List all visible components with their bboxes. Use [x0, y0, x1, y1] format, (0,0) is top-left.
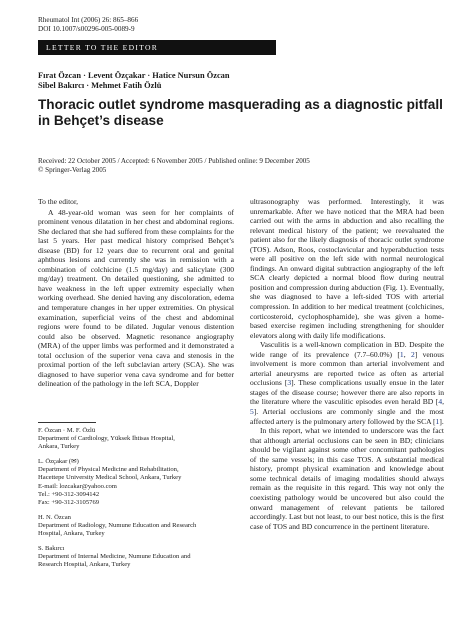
article-type-banner: LETTER TO THE EDITOR [38, 40, 276, 55]
title-line: in Behçet’s disease [38, 112, 164, 128]
history-dates: Received: 22 October 2005 / Accepted: 6 November 2005 / Published online: 9 December 2005 [38, 157, 310, 165]
affiliation-line: Hacettepe University Medical School, Ankara, Turkey [38, 474, 182, 482]
affiliation-line: Department of Internal Medicine, Numune Education and [38, 553, 191, 561]
affiliation-authors: H. N. Özcan [38, 513, 71, 521]
affiliation-authors: S. Bakırcı [38, 545, 65, 553]
paragraph-text: ]. Arterial occlusions are commonly single and the most affected artery is the pulmonary artery followed by the SCA [ [250, 407, 444, 426]
paragraph-text: , [442, 397, 444, 407]
affiliation-block [38, 427, 234, 451]
article-title [38, 97, 443, 128]
affiliations [38, 427, 234, 576]
affiliation-line: Department of Cardiology, Yüksek İhtisas Hospital, [38, 435, 175, 443]
left-column [38, 197, 234, 389]
reference-link[interactable]: 1 [399, 349, 404, 359]
affiliation-block [38, 514, 234, 538]
salutation: To the editor, [38, 197, 79, 206]
reference-link[interactable]: 1 [435, 416, 440, 426]
paragraph-text: , [403, 349, 411, 359]
vasculitis-paragraph [250, 340, 444, 426]
reference-link[interactable]: 2 [410, 349, 415, 359]
reference-link[interactable]: 5 [250, 407, 254, 417]
right-column [250, 197, 444, 531]
journal-citation: Rheumatol Int (2006) 26: 865–866 [38, 16, 139, 24]
affiliation-line: Hospital, Ankara, Turkey [38, 530, 105, 538]
paragraph-text: ] venous involvement is more common than arterial involvement and arterial aneurysms are reported twice as often as arterial occlusions [ [250, 349, 444, 388]
doi-line: DOI 10.1007/s00296-005-0089-9 [38, 25, 135, 33]
publication-history [38, 157, 310, 174]
paragraph-text: ]. These complications usually ensue in the later stages of the disease course; however there are also reports in the literature where the vasculitic episodes even herald BD [ [250, 378, 444, 407]
paragraph-text: ]. [439, 416, 444, 426]
paragraph-text: Vasculitis is a well-known complication in BD. Despite the wide range of its prevalence (7.7–60.0%) [ [250, 340, 444, 359]
doppler-paragraph: ultrasonography was performed. Interestingly, it was unremarkable. After we have noticed that the MRA had been carried out with the arms in abduction and also recalling the relevant medical history of the patient; we reevaluated the patient also for the likely diagnosis of thoracic outlet syndrome (TOS). Adson, Roos, costoclavicular and hyperabduction tests were all positive on the left side with normal neurological findings. An onward digital subtraction angiography of the left SCA clearly depicted a normal blood flow during neutral position and compression during abduction (Fig. 1). Eventually, she was diagnosed to have a left-sided TOS with arterial compression. In addition to her medical treatment (colchicines, corticosteroid, cyclophosphamide), she was given a home-based exercise regimen including strengthening for shoulder elevators along with daily life modifications. [250, 197, 444, 340]
reference-link[interactable]: 4 [438, 397, 443, 407]
copyright-notice: © Springer-Verlag 2005 [38, 165, 107, 174]
affiliation-line: Research Hospital, Ankara, Turkey [38, 561, 131, 569]
footnote-divider [38, 422, 96, 423]
author-line: Fırat Özcan · Levent Özçakar · Hatice Nursun Özcan [38, 71, 230, 80]
case-paragraph: A 48-year-old woman was seen for her complaints of prominent venous dilatation in her chest and abdominal regions. She declared that she had suffered from these complaints for the last 5 years. Her past medical history comprised Behçet’s disease (BD) for 12 years due to recurrent oral and genital aphthous lesions and currently she was in remission with a combination of colchicine (1.5 mg/day) and salicylate (300 mg/day) treatment. On detailed questioning, she admitted to have weakness in the left upper extremity especially when working overhead. She denied having any discoloration, edema and temperature changes in her upper extremities. On physical examination, superficial veins of the chest and abdominal regions were found to be dilated. Jugular venous distention could also be observed. Magnetic resonance angiography (MRA) of the upper limbs was performed and it demonstrated a total occlusion of the superior vena cava and stenosis in the proximal portion of the left subclavian artery (SCA). She was diagnosed to have superior vena cava syndrome and for better delineation of the pathology in the left SCA, Doppler [38, 207, 234, 389]
affiliation-line: Department of Physical Medicine and Rehabilitation, [38, 466, 179, 474]
affiliation-authors: L. Özçakar (✉) [38, 458, 79, 466]
phone-line: Tel.: +90-312-3094142 [38, 490, 100, 498]
affiliation-line: Ankara, Turkey [38, 443, 80, 451]
journal-header [38, 16, 138, 34]
affiliation-line: Department of Radiology, Numune Education and Research [38, 521, 197, 529]
email-line[interactable]: E-mail: lozcakar@yahoo.com [38, 482, 117, 490]
affiliation-authors: F. Özcan · M. F. Özlü [38, 427, 96, 434]
author-line: Sibel Bakırcı · Mehmet Fatih Özlü [38, 81, 162, 91]
report-paragraph: In this report, what we intended to underscore was the fact that although arterial occlusions can be seen in BD; clinicians should be vigilant against some other concomitant pathologies of the same vessels; in this case TOS. A substantial medical history, prompt physical examination and knowledge about some technical details of imaging modalities should always remain as the requisite in this regard. This way not only the coexisting pathology would be uncovered but also could the onward management of relevant patients be tailored accordingly. Last but not least, to our best notice, this is the first case of TOS and BD concurrence in the pertinent literature. [250, 426, 444, 531]
fax-line: Fax: +90-312-3105769 [38, 498, 100, 506]
author-list [38, 71, 230, 92]
reference-link[interactable]: 3 [287, 378, 292, 388]
affiliation-block [38, 458, 234, 507]
title-line: Thoracic outlet syndrome masquerading as a diagnostic pitfall [38, 97, 443, 112]
affiliation-block [38, 545, 234, 569]
